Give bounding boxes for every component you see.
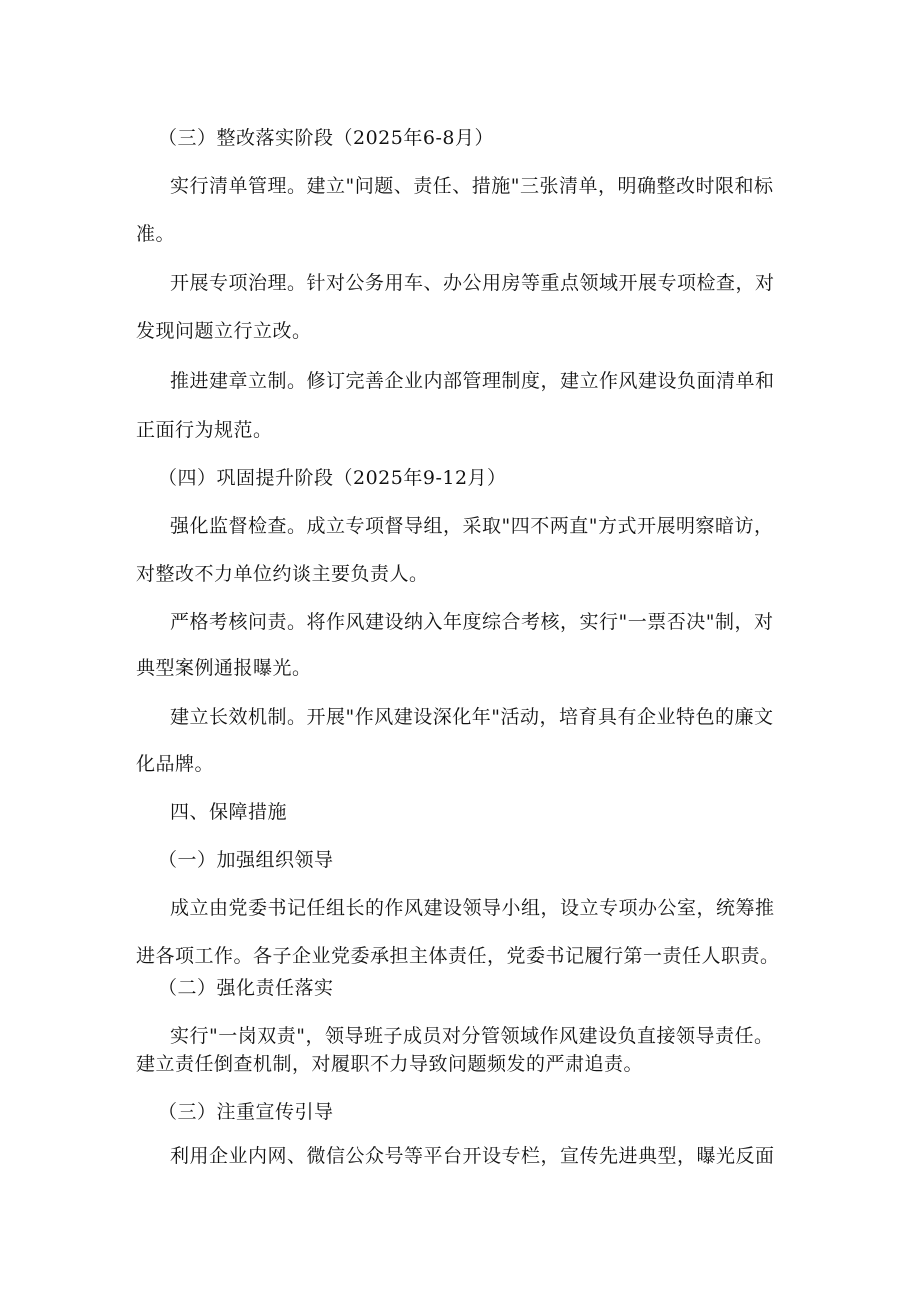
subsection-heading: （二）强化责任落实 bbox=[158, 977, 334, 999]
subsection-heading: （一）加强组织领导 bbox=[158, 849, 334, 871]
paragraph-line: 建立责任倒查机制，对履职不力导致问题频发的严肃追责。 bbox=[136, 1053, 644, 1075]
paragraph-line: 利用企业内网、微信公众号等平台开设专栏，宣传先进典型，曝光反面 bbox=[170, 1145, 775, 1167]
paragraph-line: 发现问题立行立改。 bbox=[136, 320, 312, 342]
paragraph-line: 对整改不力单位约谈主要负责人。 bbox=[136, 563, 429, 585]
paragraph-line: 进各项工作。各子企业党委承担主体责任，党委书记履行第一责任人职责。 bbox=[136, 945, 780, 967]
section-heading-safeguards: 四、保障措施 bbox=[170, 801, 288, 823]
paragraph-line: 强化监督检查。成立专项督导组，采取"四不两直"方式开展明察暗访， bbox=[170, 515, 774, 537]
paragraph-line: 化品牌。 bbox=[136, 753, 215, 775]
paragraph-line: 实行清单管理。建立"问题、责任、措施"三张清单，明确整改时限和标 bbox=[170, 175, 774, 197]
subsection-heading: （三）注重宣传引导 bbox=[158, 1101, 334, 1123]
paragraph-line: 开展专项治理。针对公务用车、办公用房等重点领域开展专项检查，对 bbox=[170, 272, 775, 294]
paragraph-line: 正面行为规范。 bbox=[136, 419, 273, 441]
paragraph-line: 典型案例通报曝光。 bbox=[136, 657, 312, 679]
paragraph-line: 实行"一岗双责"，领导班子成员对分管领域作风建设负直接领导责任。 bbox=[170, 1025, 774, 1047]
paragraph-line: 准。 bbox=[136, 223, 176, 245]
paragraph-line: 成立由党委书记任组长的作风建设领导小组，设立专项办公室，统筹推 bbox=[170, 897, 775, 919]
paragraph-line: 严格考核问责。将作风建设纳入年度综合考核，实行"一票否决"制，对 bbox=[170, 611, 774, 633]
paragraph-line: 建立长效机制。开展"作风建设深化年"活动，培育具有企业特色的廉文 bbox=[170, 706, 774, 728]
section-heading-phase-4: （四）巩固提升阶段（2025年9-12月） bbox=[158, 467, 507, 489]
section-heading-phase-3: （三）整改落实阶段（2025年6-8月） bbox=[158, 127, 494, 149]
paragraph-line: 推进建章立制。修订完善企业内部管理制度，建立作风建设负面清单和 bbox=[170, 370, 775, 392]
